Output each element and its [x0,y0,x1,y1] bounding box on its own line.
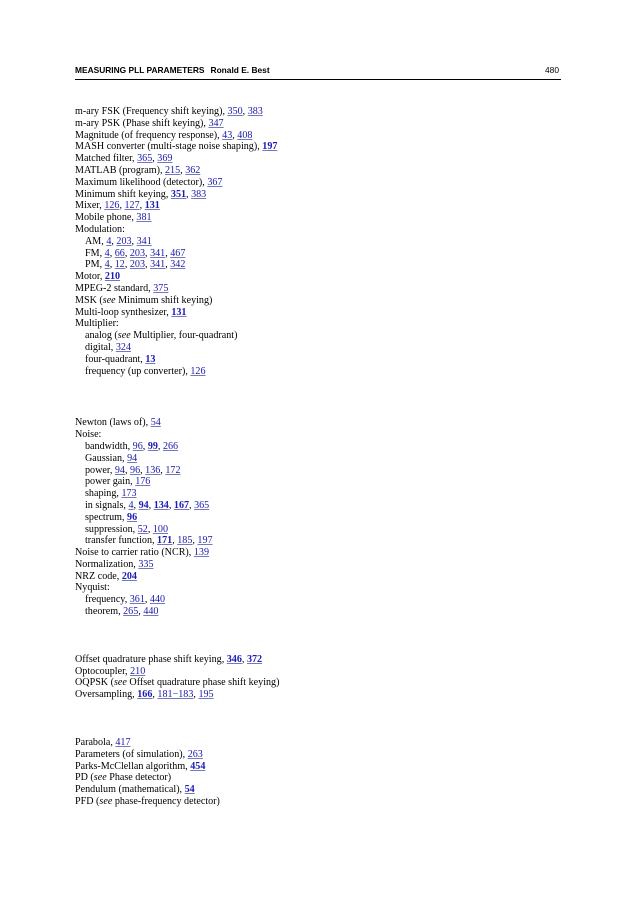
page-reference-link[interactable]: 181−183 [157,689,194,701]
entry-term: shaping, [85,488,122,500]
index-subentry: bandwidth, 96, 99, 266 [85,440,179,452]
index-entry [75,271,555,283]
index-subentry: frequency, 361, 440 [85,594,166,606]
page-reference-link[interactable]: 203 [116,235,132,247]
index-entry: MATLAB (program), 215, 362 [75,164,201,176]
index-entry [75,677,555,689]
see-reference: see [117,330,131,342]
index-section-o [75,654,555,701]
page-reference-link[interactable]: 210 [104,271,121,283]
entry-term: Noise: [75,429,102,441]
page-reference-link[interactable]: 4 [104,259,110,271]
index-section-n [75,417,555,618]
page-reference-link[interactable]: 369 [157,153,173,165]
index-entry: Mixer, 126, 127, 131 [75,200,160,212]
index-entry [75,307,555,319]
page-reference-link[interactable]: 4 [104,247,110,259]
entry-term: theorem, [85,606,124,618]
index-section-m [75,106,555,377]
index-entry: Offset quadrature phase shift keying, 346, 372 [75,653,263,665]
entry-term: frequency, [85,594,130,606]
entry-term: Parabola, [75,737,116,749]
index-subentry [75,453,555,465]
running-header [75,63,561,80]
page-reference-link[interactable]: 263 [187,748,203,760]
page-reference-link[interactable]: 12 [114,259,125,271]
index-entry: Matched filter, 365, 369 [75,153,173,165]
entry-term: Normalization, [75,558,139,570]
page-reference-link[interactable]: 99 [147,440,158,452]
page-reference-link[interactable]: 375 [153,282,169,294]
see-reference: see [113,677,127,689]
entry-term: Magnitude (of frequency response), [75,129,223,141]
index-entry: m-ary FSK (Frequency shift keying), 350, 383 [75,106,263,117]
entry-term: Mobile phone, [75,212,137,224]
page-reference-link[interactable]: 265 [123,606,139,618]
page-reference-link[interactable]: 43 [222,129,233,141]
page-reference-link[interactable]: 467 [170,247,186,259]
entry-term: Nyquist: [75,582,110,594]
entry-term: power, [85,464,115,476]
index-entry [75,582,555,594]
page-reference-link[interactable]: 166 [137,689,153,701]
page-reference-link[interactable]: 4 [128,499,134,511]
index-subentry [75,512,555,524]
page-reference-link[interactable]: 131 [171,306,187,318]
page-reference-link[interactable]: 203 [129,259,146,271]
entry-term: Multi-loop synthesizer, [75,306,172,318]
page-reference-link[interactable]: 324 [115,341,131,353]
page-reference-link[interactable]: 372 [246,653,263,665]
entry-term: Maximum likelihood (detector), [75,176,208,188]
page-reference-link[interactable]: 383 [247,106,263,117]
entry-term: Parameters (of simulation), [75,748,188,760]
page-reference-link[interactable]: 197 [197,535,213,547]
page-reference-link[interactable]: 440 [149,594,166,606]
index-entry [75,796,555,808]
entry-term: m-ary PSK (Phase shift keying), [75,117,209,129]
entry-term: MPEG-2 standard, [75,282,154,294]
page-reference-link[interactable]: 210 [130,665,146,677]
page-reference-link[interactable]: 94 [114,464,125,476]
page-reference-link[interactable]: 347 [208,117,224,129]
page-reference-link[interactable]: 266 [162,440,179,452]
page-reference-link[interactable]: 204 [121,570,137,582]
index-entry [75,772,555,784]
entry-term: AM, [85,235,107,247]
index-entry [75,749,555,761]
entry-term: Gaussian, [85,452,128,464]
index-entry [75,417,555,429]
entry-term: power gain, [85,476,136,488]
index-subentry: FM, 4, 66, 203, 341, 467 [85,247,186,259]
index-subentry: AM, 4, 203, 341 [85,235,152,247]
running-title [75,65,270,75]
index-entry: Minimum shift keying, 351, 383 [75,188,207,200]
entry-term: FM, [85,247,105,259]
page-reference-link[interactable]: 215 [165,164,181,176]
page-reference-link[interactable]: 96 [127,511,138,523]
entry-term: PD ( [75,772,94,784]
index-list [75,106,555,808]
page-reference-link[interactable]: 4 [106,235,112,247]
index-subentry [75,330,555,342]
page-reference-link[interactable]: 126 [190,365,206,377]
entry-term: PM, [85,259,105,271]
index-section-p [75,737,555,808]
page-reference-link[interactable]: 361 [129,594,145,606]
page-reference-link[interactable]: 342 [170,259,186,271]
index-entry [75,318,555,330]
page-reference-link[interactable]: 126 [104,200,120,212]
entry-term: PFD ( [75,796,100,808]
page-reference-link[interactable]: 362 [185,164,201,176]
entry-term: analog ( [85,330,118,342]
entry-term: transfer function, [85,535,158,547]
entry-term: Minimum shift keying, [75,188,171,200]
see-reference: see [93,772,107,784]
index-entry [75,118,555,130]
page-reference-link[interactable]: 408 [237,129,253,141]
entry-term: MATLAB (program), [75,164,165,176]
index-entry [75,283,555,295]
see-target: Minimum shift keying) [115,294,213,306]
see-target: Offset quadrature phase shift keying) [126,677,280,689]
page-reference-link[interactable]: 365 [194,499,210,511]
page-reference-link[interactable]: 176 [135,476,151,488]
page-reference-link[interactable]: 52 [137,523,148,535]
page-reference-link[interactable]: 185 [177,535,193,547]
entry-term: MSK ( [75,294,103,306]
index-subentry: transfer function, 171, 185, 197 [85,535,213,547]
page-number: 480 [545,65,559,75]
page-reference-link[interactable]: 54 [150,417,161,429]
index-entry [75,177,555,189]
page-reference-link[interactable]: 172 [165,464,181,476]
entry-term: MASH converter (multi-stage noise shaping), [75,141,263,153]
see-reference: see [99,796,113,808]
index-entry: Oversampling, 166, 181−183, 195 [75,689,214,701]
index-entry [75,737,555,749]
page-reference-link[interactable]: 440 [143,606,159,618]
index-subentry: power, 94, 96, 136, 172 [85,464,181,476]
index-subentry: in signals, 4, 94, 134, 167, 365 [85,499,210,511]
page-reference-link[interactable]: 173 [121,488,137,500]
see-target: Phase detector) [106,772,172,784]
page-reference-link[interactable]: 167 [173,499,190,511]
index-entry [75,429,555,441]
page-reference-link[interactable]: 134 [153,499,169,511]
page-reference-link[interactable]: 96 [132,440,143,452]
page-reference-link[interactable]: 203 [129,247,146,259]
index-entry [75,761,555,773]
page-reference-link[interactable]: 139 [193,547,209,559]
page-reference-link[interactable]: 365 [137,153,153,165]
entry-term: four-quadrant, [85,353,146,365]
entry-term: Oversampling, [75,689,138,701]
entry-term: in signals, [85,499,129,511]
entry-term: Noise to carrier ratio (NCR), [75,547,194,559]
index-subentry [75,366,555,378]
page-reference-link[interactable]: 335 [138,558,154,570]
book-title: MEASURING PLL PARAMETERS [75,65,205,75]
entry-term: digital, [85,341,116,353]
index-entry [75,224,555,236]
index-entry [75,666,555,678]
page-reference-link[interactable]: 66 [114,247,125,259]
page-reference-link[interactable]: 417 [115,737,131,749]
index-subentry [75,476,555,488]
entry-term: m-ary FSK (Frequency shift keying), [75,106,228,117]
page-reference-link[interactable]: 94 [127,452,138,464]
entry-term: Matched filter, [75,153,138,165]
page-reference-link[interactable]: 367 [207,176,223,188]
page-reference-link[interactable]: 341 [150,259,166,271]
page-reference-link[interactable]: 131 [144,200,160,212]
page-reference-link[interactable]: 13 [145,353,156,365]
index-subentry [75,354,555,366]
entry-term: spectrum, [85,511,128,523]
page-reference-link[interactable]: 195 [198,689,214,701]
page-reference-link[interactable]: 127 [124,200,140,212]
see-target: phase-frequency detector) [112,796,220,808]
entry-term: Multiplier: [75,318,119,330]
page-reference-link[interactable]: 100 [152,523,168,535]
see-target: Multiplier, four-quadrant) [130,330,238,342]
page-reference-link[interactable]: 341 [136,235,152,247]
index-entry [75,571,555,583]
entry-term: Newton (laws of), [75,417,151,429]
page-reference-link[interactable]: 341 [150,247,166,259]
page-reference-link[interactable]: 346 [226,653,242,665]
entry-term: Mixer, [75,200,105,212]
index-entry [75,559,555,571]
entry-term: NRZ code, [75,570,122,582]
page-reference-link[interactable]: 197 [262,141,278,153]
entry-term: Optocoupler, [75,665,131,677]
page-reference-link[interactable]: 171 [157,535,173,547]
index-entry [75,212,555,224]
index-subentry [75,488,555,500]
page-reference-link[interactable]: 136 [145,464,161,476]
entry-term: Offset quadrature phase shift keying, [75,653,227,665]
entry-term: Parks-McClellan algorithm, [75,760,191,772]
page-reference-link[interactable]: 94 [138,499,149,511]
page-reference-link[interactable]: 96 [130,464,141,476]
index-entry [75,295,555,307]
index-entry [75,547,555,559]
page-reference-link[interactable]: 351 [170,188,187,200]
index-entry [75,141,555,153]
index-subentry: suppression, 52, 100 [85,523,168,535]
index-subentry [75,342,555,354]
index-subentry: PM, 4, 12, 203, 341, 342 [85,259,186,271]
entry-term: suppression, [85,523,138,535]
entry-term: Pendulum (mathematical), [75,784,185,796]
index-subentry: theorem, 265, 440 [85,606,159,618]
author-name: Ronald E. Best [210,65,270,75]
index-entry [75,784,555,796]
entry-term: OQPSK ( [75,677,114,689]
page-reference-link[interactable]: 350 [227,106,243,117]
page-reference-link[interactable]: 454 [190,760,206,772]
page-reference-link[interactable]: 54 [184,784,195,796]
entry-term: Motor, [75,271,105,283]
page-reference-link[interactable]: 383 [191,188,207,200]
see-reference: see [102,294,116,306]
page-reference-link[interactable]: 381 [136,212,152,224]
entry-term: Modulation: [75,223,125,235]
entry-term: frequency (up converter), [85,365,191,377]
index-entry: Magnitude (of frequency response), 43, 408 [75,129,253,141]
entry-term: bandwidth, [85,440,133,452]
